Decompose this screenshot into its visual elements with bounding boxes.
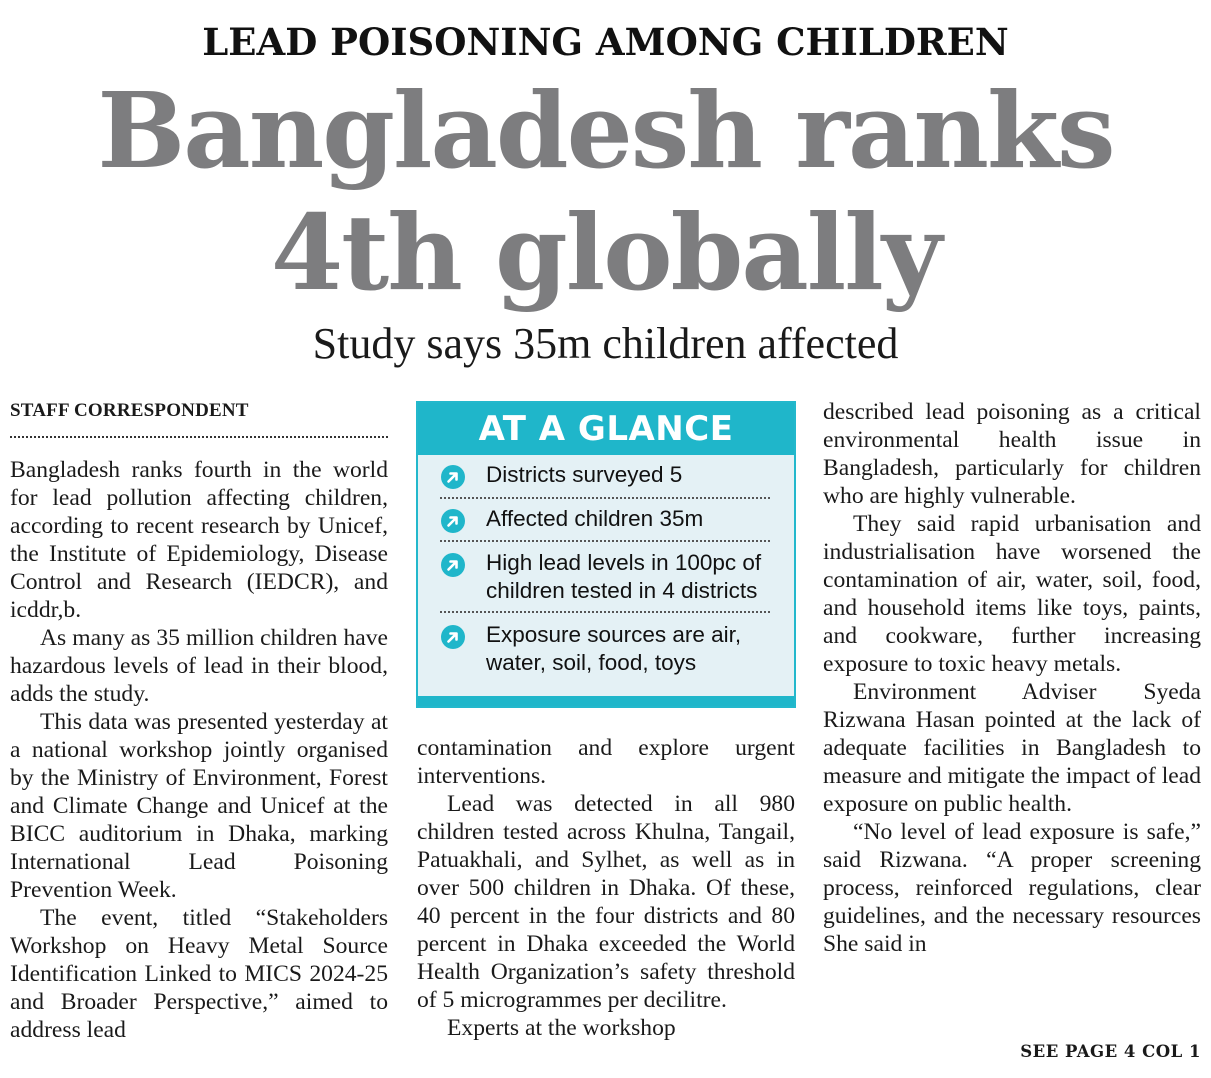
byline-divider <box>10 436 388 438</box>
arrow-circle-icon <box>440 464 466 490</box>
glance-item-text: Affected children 35m <box>486 506 704 531</box>
paragraph: Experts at the workshop <box>447 1015 676 1041</box>
paragraph: The event, titled “Stakeholders Workshop on Heavy Metal Source Identification Linked to MICS 2024-25 and Broader Perspective,” aimed to address lead <box>10 905 388 1043</box>
jump-line: SEE PAGE 4 COL 1 <box>1020 1042 1201 1061</box>
glance-bottom-bar <box>418 696 794 706</box>
headline-line-2: 4th globally <box>270 191 941 314</box>
glance-item-text: High lead levels in 100pc of children tested in 4 districts <box>486 550 762 603</box>
paragraph: Bangladesh ranks fourth in the world for lead pollution affecting children, according to recent research by Unicef, the Institute of Epidemiology, Disease Control and Research (IEDCR), and icddr,b. <box>10 457 388 623</box>
byline: STAFF CORRESPONDENT <box>10 400 249 421</box>
glance-divider <box>440 540 770 542</box>
headline <box>0 70 1211 314</box>
glance-item-text: Exposure sources are air, water, soil, food, toys <box>486 622 742 675</box>
article-column-2 <box>417 734 795 1042</box>
paragraph: As many as 35 million children have hazardous levels of lead in their blood, adds the study. <box>10 625 388 707</box>
subhead: Study says 35m children affected <box>312 319 899 368</box>
paragraph: Environment Adviser Syeda Rizwana Hasan pointed at the lack of adequate facilities in Bangladesh to measure and mitigate the impact of lead exposure on public health. <box>823 679 1201 817</box>
arrow-circle-icon <box>440 552 466 578</box>
paragraph: They said rapid urbanisation and industrialisation have worsened the contamination of air, water, soil, food, and household items like toys, paints, and cookware, further increasing exposure to toxic heavy metals. <box>823 511 1201 677</box>
article-column-3 <box>823 398 1201 958</box>
glance-divider <box>440 497 770 499</box>
at-a-glance-title: AT A GLANCE <box>418 403 794 455</box>
arrow-circle-icon <box>440 624 466 650</box>
paragraph: contamination and explore urgent interventions. <box>417 735 795 789</box>
glance-item-text: Districts surveyed 5 <box>486 462 683 487</box>
paragraph: described lead poisoning as a critical environmental health issue in Bangladesh, particularly for children who are highly vulnerable. <box>823 399 1201 509</box>
arrow-circle-icon <box>440 508 466 534</box>
kicker: LEAD POISONING AMONG CHILDREN <box>202 20 1009 64</box>
at-a-glance-box <box>416 401 796 708</box>
glance-divider <box>440 611 770 613</box>
paragraph: Lead was detected in all 980 children tested across Khulna, Tangail, Patuakhali, and Sylhet, as well as in over 500 children in Dhaka. Of these, 40 percent in the four districts and 80 percent in Dhaka exceeded the World Health Organization’s safety threshold of 5 microgrammes per decilitre. <box>417 791 795 1013</box>
paragraph: This data was presented yesterday at a national workshop jointly organised by the Ministry of Environment, Forest and Climate Change and Unicef at the BICC auditorium in Dhaka, marking International Lead Poisoning Prevention Week. <box>10 709 388 903</box>
paragraph: “No level of lead exposure is safe,” said Rizwana. “A proper screening process, reinforced regulations, clear guidelines, and the necessary resources She said in <box>823 819 1201 957</box>
headline-line-1: Bangladesh ranks <box>97 69 1114 192</box>
article-column-1 <box>10 456 388 1044</box>
